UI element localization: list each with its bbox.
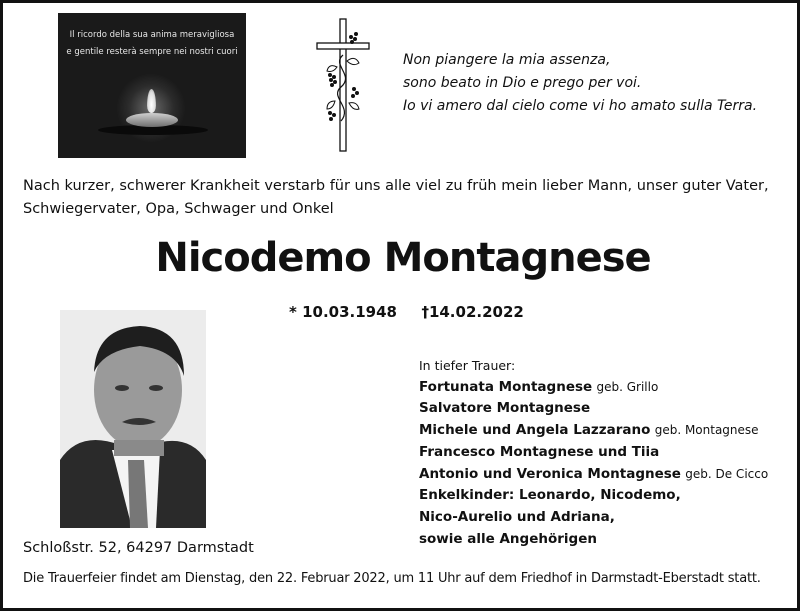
death-date: †14.02.2022 [421,303,524,321]
mourner-row [419,442,768,464]
mourner-name: Enkelkinder: Leonardo, Nicodemo, [419,487,681,504]
mourner-note: geb. Montagnese [654,423,759,438]
mourner-name: Nico-Aurelio und Adriana, [419,508,615,525]
candle-caption-line-2: e gentile resterà sempre nei nostri cuori [66,47,238,57]
candle-icon [126,113,178,127]
portrait-photo [60,310,206,528]
candle-caption-line-1: Il ricordo della sua anima meravigliosa [69,30,235,40]
mourner-row [419,485,768,507]
poem [403,49,757,118]
mourners-heading: In tiefer Trauer: [419,358,516,373]
mourner-name: Antonio und Veronica Montagnese [419,465,681,482]
intro-text [23,175,783,221]
candle-image [58,13,246,158]
mourner-name: Fortunata Montagnese [419,378,593,395]
mourner-row [419,420,768,442]
mourner-row [419,398,768,420]
funeral-notice: Die Trauerfeier findet am Dienstag, den 22. Februar 2022, um 11 Uhr auf dem Friedhof in Darmstadt-Eberstadt statt. [23,571,761,586]
mourner-row [419,529,768,551]
address: Schloßstr. 52, 64297 Darmstadt [23,540,254,556]
mourner-row [419,507,768,529]
poem-line-2: sono beato in Dio e prego per voi. [403,75,642,91]
intro-line-1: Nach kurzer, schwerer Krankheit verstarb für uns alle viel zu früh mein lieber Mann, unser guter Vater, [23,178,769,194]
mourner-name: Francesco Montagnese und Tiia [419,443,660,460]
mourners-list [419,355,768,550]
cross-with-grapevine-icon [313,17,373,155]
poem-line-1: Non piangere la mia assenza, [403,52,611,68]
mourner-name: sowie alle Angehörigen [419,530,597,547]
intro-line-2: Schwiegervater, Opa, Schwager und Onkel [23,201,334,217]
mourner-row [419,377,768,399]
mourner-note: geb. De Cicco [685,466,769,481]
mourner-row [419,464,768,486]
mourner-name: Michele und Angela Lazzarano [419,422,651,439]
life-dates [289,303,524,321]
birth-date: * 10.03.1948 [289,303,397,321]
mourner-name: Salvatore Montagnese [419,400,591,417]
poem-line-3: Io vi amero dal cielo come vi ho amato sulla Terra. [403,98,758,114]
candle-caption [58,27,246,61]
mourner-note: geb. Grillo [596,379,659,394]
deceased-name: Nicodemo Montagnese [155,235,651,281]
